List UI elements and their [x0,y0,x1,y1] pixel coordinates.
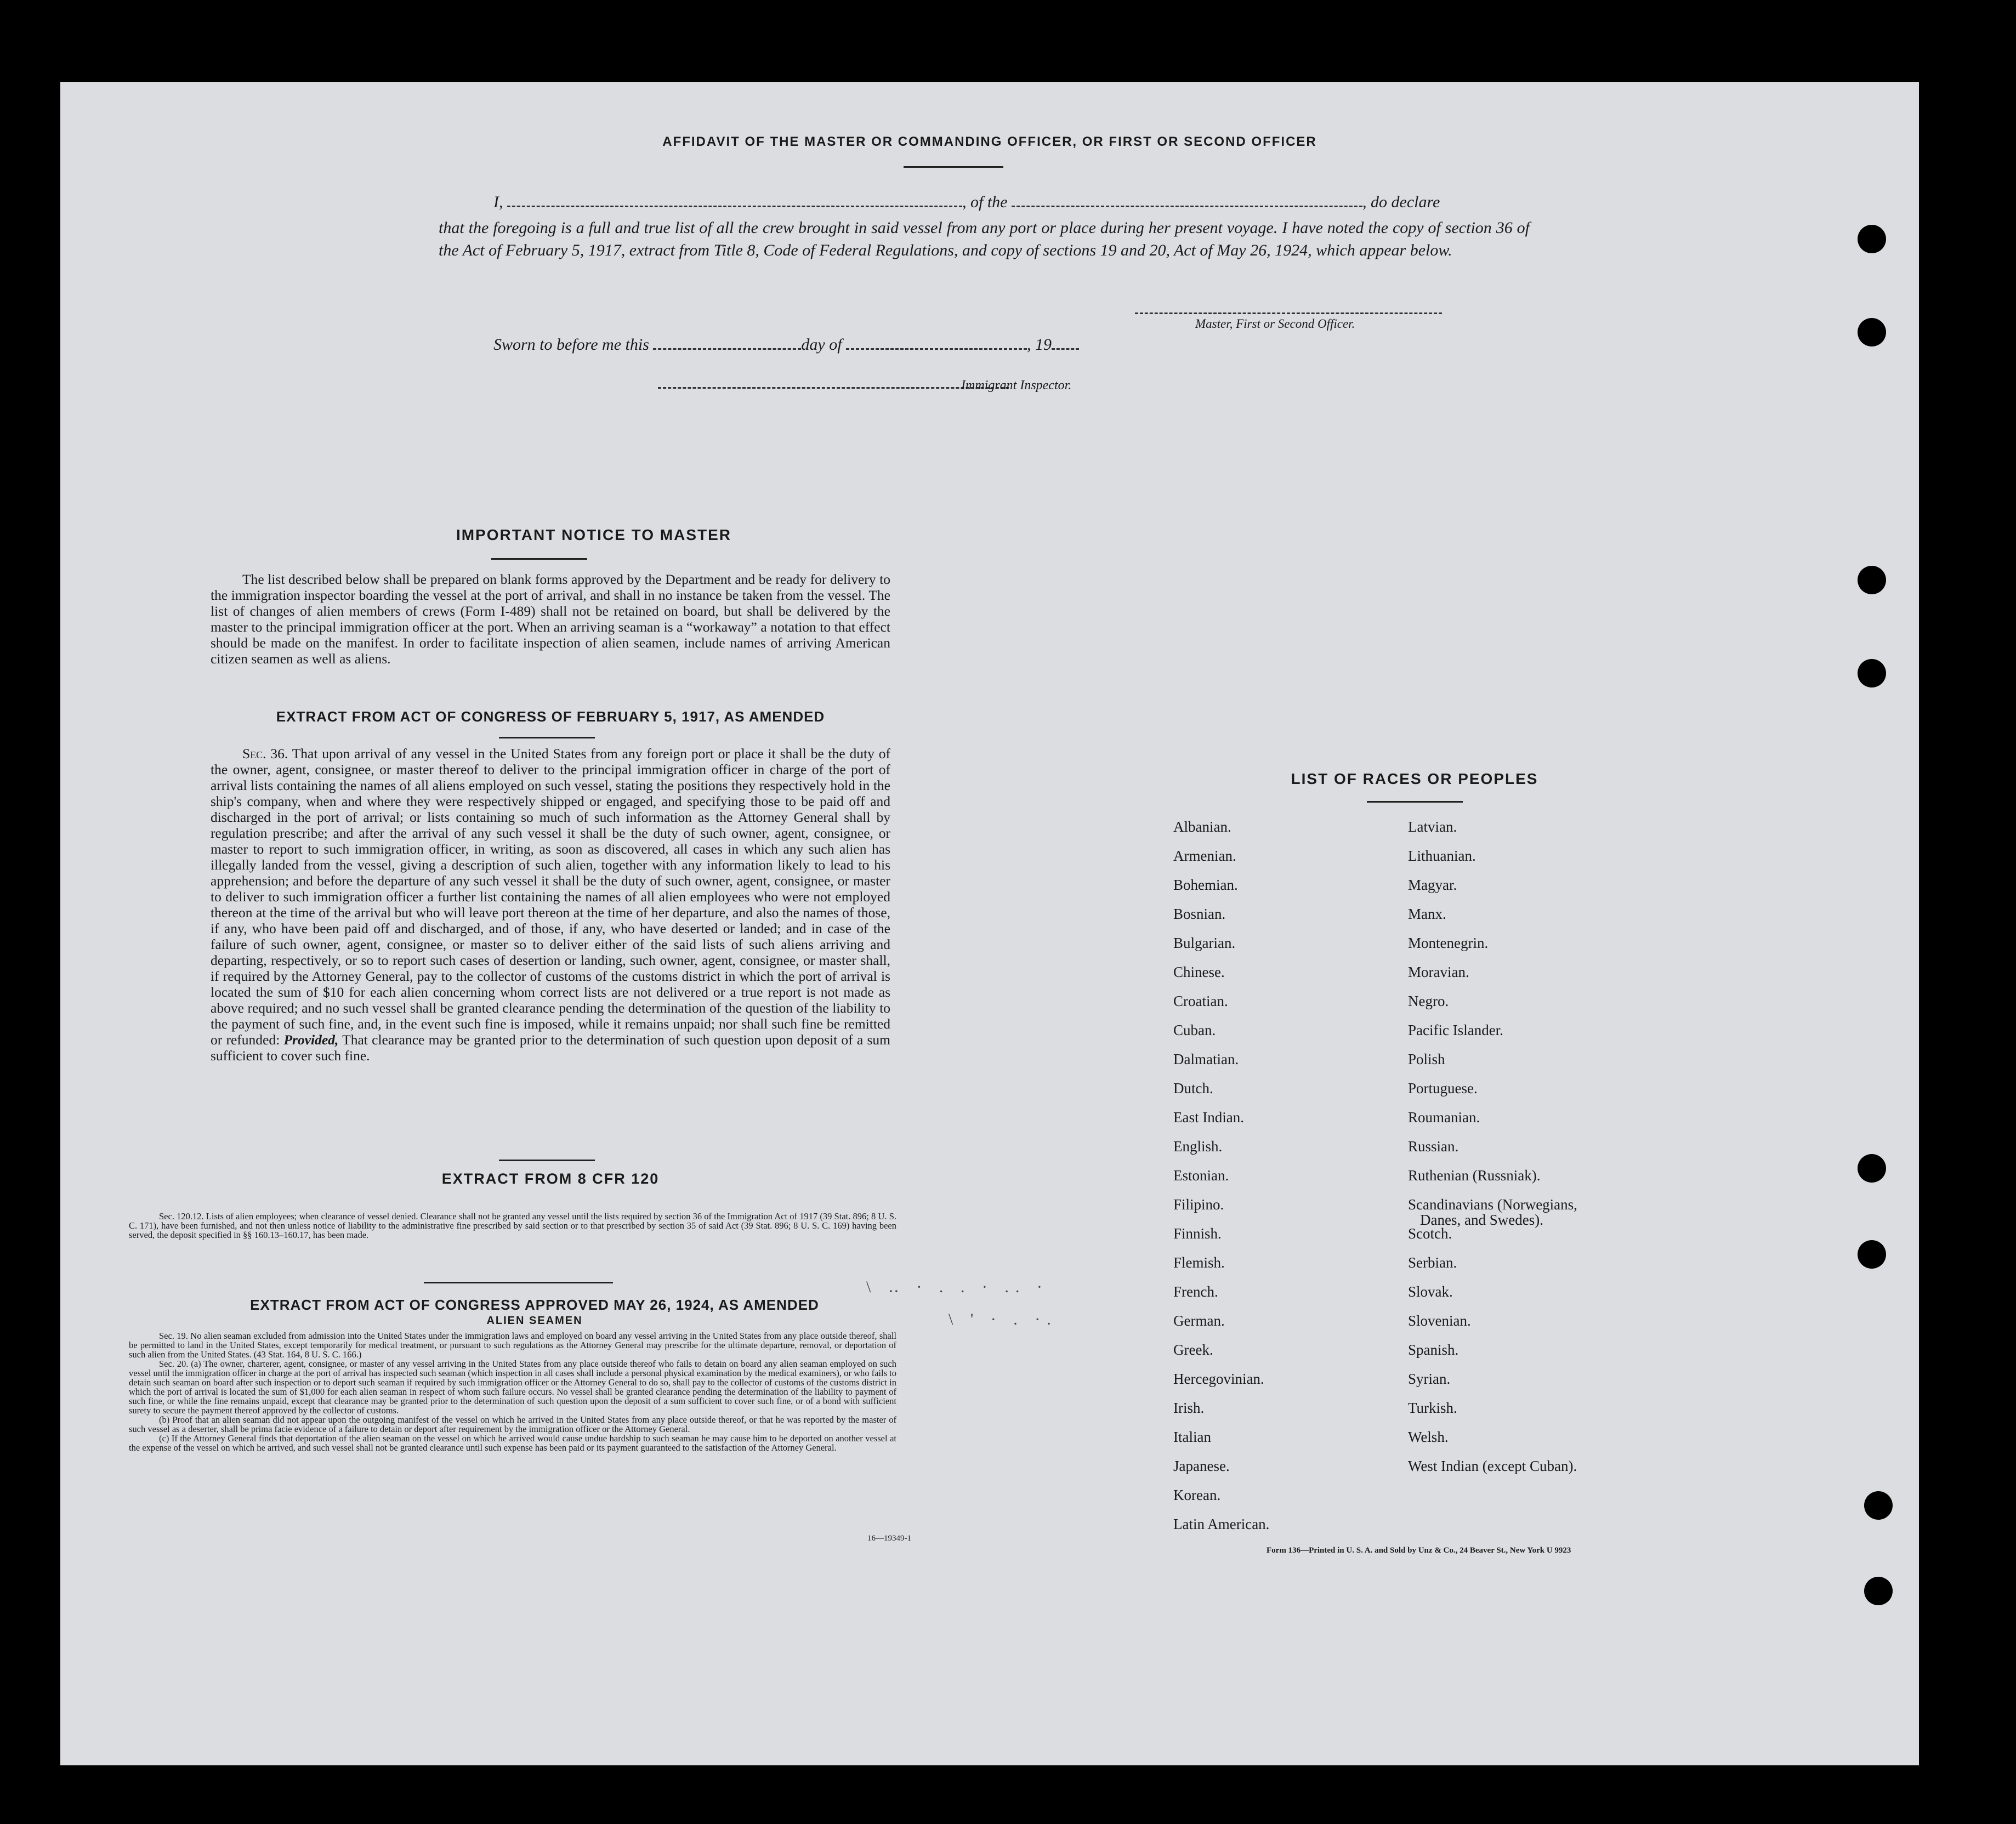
notice-title-rule [491,558,587,560]
race-item: Syrian. [1408,1371,1451,1387]
races-title-rule [1367,801,1463,803]
extract-1924-title: EXTRACT FROM ACT OF CONGRESS APPROVED MAY 26, 1924, AS AMENDED [250,1297,819,1313]
race-item: German. [1173,1312,1225,1329]
extract-cfr-title: EXTRACT FROM 8 CFR 120 [441,1170,660,1187]
race-item: Manx. [1408,906,1446,922]
punch-hole [1858,225,1886,253]
race-item: Russian. [1408,1138,1459,1155]
scan-specks: \ ' · . ·. [949,1310,1058,1328]
crew-name-field[interactable] [507,206,962,207]
extract-1924-top-rule [424,1282,613,1283]
race-item: Magyar. [1408,877,1457,893]
race-item: West Indian (except Cuban). [1408,1458,1577,1474]
race-item: Croatian. [1173,993,1228,1009]
form-code: 16—19349-1 [867,1534,911,1543]
race-item: Cuban. [1173,1022,1216,1038]
race-item: Irish. [1173,1400,1205,1416]
sworn-day-field[interactable] [653,348,801,350]
vessel-name-field[interactable] [1012,206,1362,207]
sworn-day-of-label: day of [801,336,842,354]
sec-20a-text: Sec. 20. (a) The owner, charterer, agent, consignee, or master of any vessel arriving in the United States from any place outside thereof who fails to detain on board any alien seaman employed on such vessel until the immigration officer in charge at the port of arrival has inspected such seaman (which inspection in all cases shall include a personal physical examination by the medical examiners), or who fails to detain such seaman on board after such inspection or to deport such seaman if required by such immigration officer or the Attorney General to do so, shall pay to the collector of customs of the customs district in which the port of arrival is located the sum of $1,000 for each alien seaman in respect of whom such failure occurs. No vessel shall be granted clearance pending the determination of the liability to payment of such fine, or while the fine remains unpaid, except that clearance may be granted prior to the determination of such question upon the deposit of a sum sufficient to cover such fine, or of a bond with sufficient surety to secure the payment thereof approved by the collector of customs. [129,1359,896,1416]
race-item: East Indian. [1173,1109,1244,1126]
race-item: Portuguese. [1408,1080,1478,1096]
race-item: Chinese. [1173,964,1225,980]
race-item: Lithuanian. [1408,848,1476,864]
race-item: Hercegovinian. [1173,1371,1264,1387]
race-item: Danes, and Swedes). [1420,1212,1543,1228]
race-item: Filipino. [1173,1196,1224,1213]
race-item: Turkish. [1408,1400,1457,1416]
race-item: Serbian. [1408,1254,1457,1271]
punch-hole [1858,659,1886,687]
race-item: Bulgarian. [1173,935,1236,951]
punch-hole [1858,318,1886,346]
race-item: English. [1173,1138,1223,1155]
race-item: Pacific Islander. [1408,1022,1503,1038]
extract-cfr-body: Sec. 120.12. Lists of alien employees; when clearance of vessel denied. Clearance shall not be granted any vessel until the lists required by section 36 of the Immigration Act of 1917 (39 Stat. 896; 8 U. S. C. 171), have been furnished, and not then unless notice of liability to the administrative fine prescribed by said section or to that prescribed by section 35 of said Act (39 Stat. 896; 8 U. S. C. 169) having been served, the deposit specified in §§ 160.13–160.17, has been made. [129,1211,896,1240]
sworn-line [493,336,1079,354]
sworn-month-field[interactable] [846,348,1027,350]
signature-caption: Master, First or Second Officer. [1195,317,1355,331]
extract-1917-rule [499,737,595,738]
affidavit-of-the-label: , of the [962,193,1012,211]
race-item: Ruthenian (Russniak). [1408,1167,1541,1184]
race-item: Spanish. [1408,1342,1459,1358]
race-item: Scotch. [1408,1225,1452,1242]
race-item: Polish [1408,1051,1445,1067]
punch-hole [1858,1240,1886,1269]
sec-19-text: Sec. 19. No alien seaman excluded from admission into the United States under the immigration laws and employed on board any vessel arriving in the United States from any place outside thereof, shall be permitted to land in the United States, except temporarily for medical treatment, or pursuant to such regulations as the Attorney General may prescribe for the ultimate departure, removal, or deportation of such alien from the United States. (43 Stat. 164, 8 U. S. C. 166.) [129,1331,896,1360]
punch-hole [1864,1577,1893,1605]
extract-1924-subtitle: ALIEN SEAMEN [486,1315,583,1327]
extract-1917-title: EXTRACT FROM ACT OF CONGRESS OF FEBRUARY 5, 1917, AS AMENDED [276,708,825,725]
race-item: French. [1173,1283,1218,1300]
sworn-year-label: , 19 [1027,336,1052,354]
race-item: Dutch. [1173,1080,1213,1096]
punch-hole [1858,566,1886,594]
race-item: Slovak. [1408,1283,1453,1300]
race-item: Latvian. [1408,819,1457,835]
race-item: Japanese. [1173,1458,1230,1474]
race-item: Scandinavians (Norwegians, [1408,1196,1577,1213]
race-item: Korean. [1173,1487,1221,1503]
notice-body: The list described below shall be prepared on blank forms approved by the Department and be ready for delivery to the immigration inspector boarding the vessel at the port of arrival, and shall in no instance be taken from the vessel. The list of changes of alien members of crews (Form I-489) shall not be retained on board, but shall be delivered by the master to the principal immigration officer at the port. When an arriving seaman is a “workaway” a notation to that effect should be made on the manifest. In order to facilitate inspection of alien seamen, include names of arriving American citizen seamen as well as aliens. [211,571,890,667]
inspector-caption: Immigrant Inspector. [961,378,1072,393]
race-item: Negro. [1408,993,1449,1009]
race-item: Latin American. [1173,1516,1270,1532]
race-item: Finnish. [1173,1225,1222,1242]
sec-36-label: Sec. 36. [242,746,288,762]
race-item: Flemish. [1173,1254,1225,1271]
sec-20b-text: (b) Proof that an alien seaman did not appear upon the outgoing manifest of the vessel on which he arrived in the United States from any place outside thereof, or that he was reported by the master of such vessel as a deserter, shall be prima facie evidence of a failure to detain or deport after requirement by the immigration officer or the Attorney General. [129,1414,896,1434]
affidavit-declare-label: , do declare [1362,193,1440,211]
race-item: Bosnian. [1173,906,1226,922]
affidavit-title: AFFIDAVIT OF THE MASTER OR COMMANDING OFFICER, OR FIRST OR SECOND OFFICER [662,134,1317,149]
race-item: Armenian. [1173,848,1236,864]
affidavit-title-rule [904,166,1003,168]
race-item: Roumanian. [1408,1109,1480,1126]
affidavit-i-label: I, [493,193,507,211]
provided-label: Provided, [283,1032,339,1048]
race-item: Estonian. [1173,1167,1229,1184]
sec-36-text: That upon arrival of any vessel in the United States from any foreign port or place it shall be the duty of the owner, agent, consignee, or master thereof to deliver to the principal immigration officer in charge of the port of arrival lists containing the names of all aliens employed on such vessel, stating the positions they respectively hold in the ship's company, when and where they were respectively shipped or engaged, and specifying those to be paid off and discharged in the port of arrival; or lists containing so much of such information as the Attorney General shall by regulation prescribe; and after the arrival of any such vessel it shall be the duty of such owner, agent, consignee, or master to report to such immigration officer, in writing, as soon as discovered, all cases in which any such alien has illegally landed from the vessel, giving a description of such alien, together with any information likely to lead to his apprehension; and before the departure of any such vessel it shall be the duty of such owner, agent, consignee, or master to deliver to such immigration officer a further list containing the names of all alien employees who were not employed thereon at the time of the arrival but who will leave port thereon at the time of her departure, and also the names of those, if any, who have been paid off and discharged, and of those, if any, who have deserted or landed; and in case of the failure of such owner, agent, consignee, or master so to deliver either of the said lists of such aliens arriving and departing, respectively, or so to report such cases of desertion or landing, such owner, agent, consignee, or master shall, if required by the Attorney General, pay to the collector of customs of the customs district in which the port of arrival is located the sum of $10 for each alien concerning whom correct lists are not delivered or a true report is not made as above required; and no such vessel shall be granted clearance pending the determination of the question of the liability to the payment of such fine, and, in the event such fine is imposed, while it remains unpaid; nor shall such fine be remitted or refunded: [211,746,890,1048]
sec-20c-text: (c) If the Attorney General finds that deportation of the alien seaman on the vessel on which he arrived would cause undue hardship to such seaman he may cause him to be deported on another vessel at the expense of the vessel on which he arrived, and such vessel shall not be granted clearance until such expense has been paid or its payment guaranteed to the satisfaction of the Attorney General. [129,1433,896,1453]
inspector-signature-line[interactable] [658,387,1009,389]
race-item: Bohemian. [1173,877,1238,893]
race-item: Slovenian. [1408,1312,1471,1329]
races-title: LIST OF RACES OR PEOPLES [1291,770,1538,787]
race-item: Moravian. [1408,964,1469,980]
punch-hole [1858,1154,1886,1183]
extract-1917-body [211,746,890,1064]
race-item: Welsh. [1408,1429,1449,1445]
document-page [60,82,1919,1765]
sec-36-text-end: That clearance may be granted prior to the determination of such question upon deposit of a sum sufficient to cover such fine. [211,1032,891,1064]
extract-1924-body [129,1331,896,1452]
notice-title: IMPORTANT NOTICE TO MASTER [456,526,732,543]
extract-cfr-top-rule [499,1160,595,1161]
race-item: Albanian. [1173,819,1231,835]
affidavit-body: that the foregoing is a full and true list of all the crew brought in said vessel from any port or place during her present voyage. I have noted the copy of section 36 of the Act of February 5, 1917, extract from Title 8, Code of Federal Regulations, and copy of sections 19 and 20, Act of May 26, 1924, which appear below. [439,219,1530,259]
sworn-year-field[interactable] [1052,348,1079,350]
scan-specks: \ ‥ · . . · .. · [866,1278,1049,1296]
punch-hole [1864,1491,1893,1520]
signature-line[interactable] [1135,312,1442,314]
race-item: Greek. [1173,1342,1213,1358]
affidavit-line-1 [493,193,1535,212]
race-item: Italian [1173,1429,1211,1445]
sworn-prefix-label: Sworn to before me this [493,336,649,354]
race-item: Dalmatian. [1173,1051,1239,1067]
race-item: Montenegrin. [1408,935,1489,951]
printer-imprint: Form 136—Printed in U. S. A. and Sold by Unz & Co., 24 Beaver St., New York U 9923 [1267,1546,1571,1555]
